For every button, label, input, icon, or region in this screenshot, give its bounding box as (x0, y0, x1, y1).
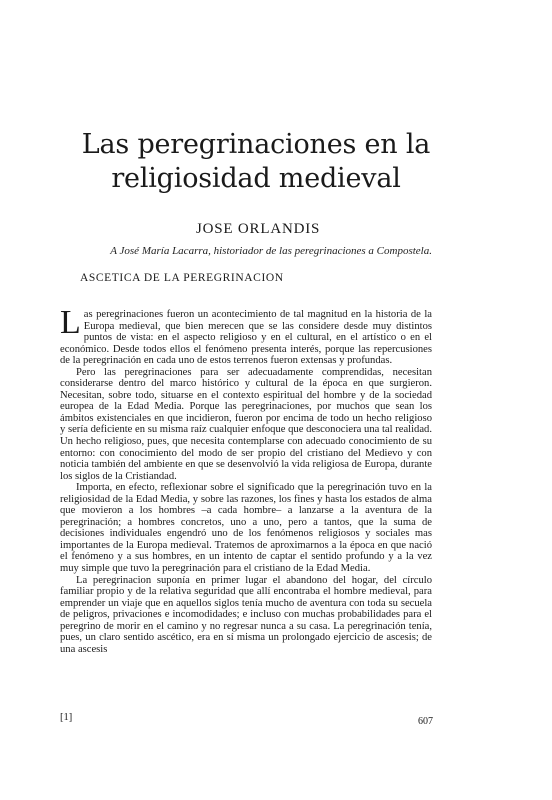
paragraph-2: Pero las peregrinaciones para ser adecuadamente comprendidas, necesitan considerarse dentro del marco histórico y cultural de la época en que surgieron. Necesitan, sobre todo, situarse en el contexto espiritual del hombre y de la sociedad europea de la Edad Media. Porque las peregrinaciones, por muchos que sean los ámbitos existenciales en que incidieron, fueron por encima de todo un hecho religioso y sería deficiente en su misma raíz cualquier enfoque que desconociera una tal realidad. Un hecho religioso, pues, que necesita contemplarse con adecuado conocimiento de su entorno: con conocimiento del modo de ser propio del cristiano del Medievo y con noticia también del ambiente en que se desenvolvió la vida religiosa de Europa, durante los siglos de la Cristiandad. (60, 366, 432, 482)
section-heading: ASCETICA DE LA PEREGRINACION (80, 272, 284, 284)
drop-cap: L (60, 304, 81, 341)
author-name: JOSE ORLANDIS (196, 221, 321, 237)
article-title (40, 128, 472, 196)
dedication: A José María Lacarra, historiador de las peregrinaciones a Compostela. (110, 245, 432, 257)
paragraph-4: La peregrinacion suponía en primer lugar el abandono del hogar, del círculo familiar propio y de la relativa seguridad que allí encontraba el hombre medieval, para emprender un viaje que en aquellos siglos tenía mucho de aventura con toda su secuela de peligros, privaciones e incomodidades; e incluso con muchas probabilidades para el peregrino de morir en el camino y no regresar nunca a su casa. La peregrinación tenía, pues, un claro sentido ascético, era en sí misma un prolongado ejercicio de ascesis; de una ascesis (60, 574, 432, 655)
article-title-line-1: Las peregrinaciones en la (81, 129, 431, 160)
page-number: 607 (418, 716, 433, 727)
paragraph-1 (60, 304, 432, 367)
article-title-line-2: religiosidad medieval (111, 163, 401, 194)
footnote-marker: [1] (60, 712, 73, 723)
paragraph-3: Importa, en efecto, reflexionar sobre el significado que la peregrinación tuvo en la religiosidad de la Edad Media, y sobre las razones, los fines y hasta los estados de alma que movieron a los hombres –a cada hombre– a lanzarse a la aventura de la peregrinación; a hombres concretos, uno a uno, pero a tantos, que la suma de decisiones individuales engendró uno de los fenómenos religiosos y sociales mas importantes de la Europa medieval. Tratemos de aproximarnos a la época en que nació el fenómeno y a sus hombres, en un intento de captar el sentido profundo y a la vez muy simple que tuvo la peregrinación para el cristiano de la Edad Media. (60, 482, 432, 575)
paragraph-1-text: as peregrinaciones fueron un acontecimiento de tal magnitud en la historia de la Europa medieval, que bien merecen que se las considere desde muy distintos puntos de vista: en el aspecto religioso y en el cultural, en el artístico o en el económico. Desde todos ellos el fenómeno presenta interés, porque las repercusiones de la peregrinación en cada uno de estos terrenos fueron extensas y profundas. (60, 309, 432, 367)
body-text (60, 304, 432, 655)
